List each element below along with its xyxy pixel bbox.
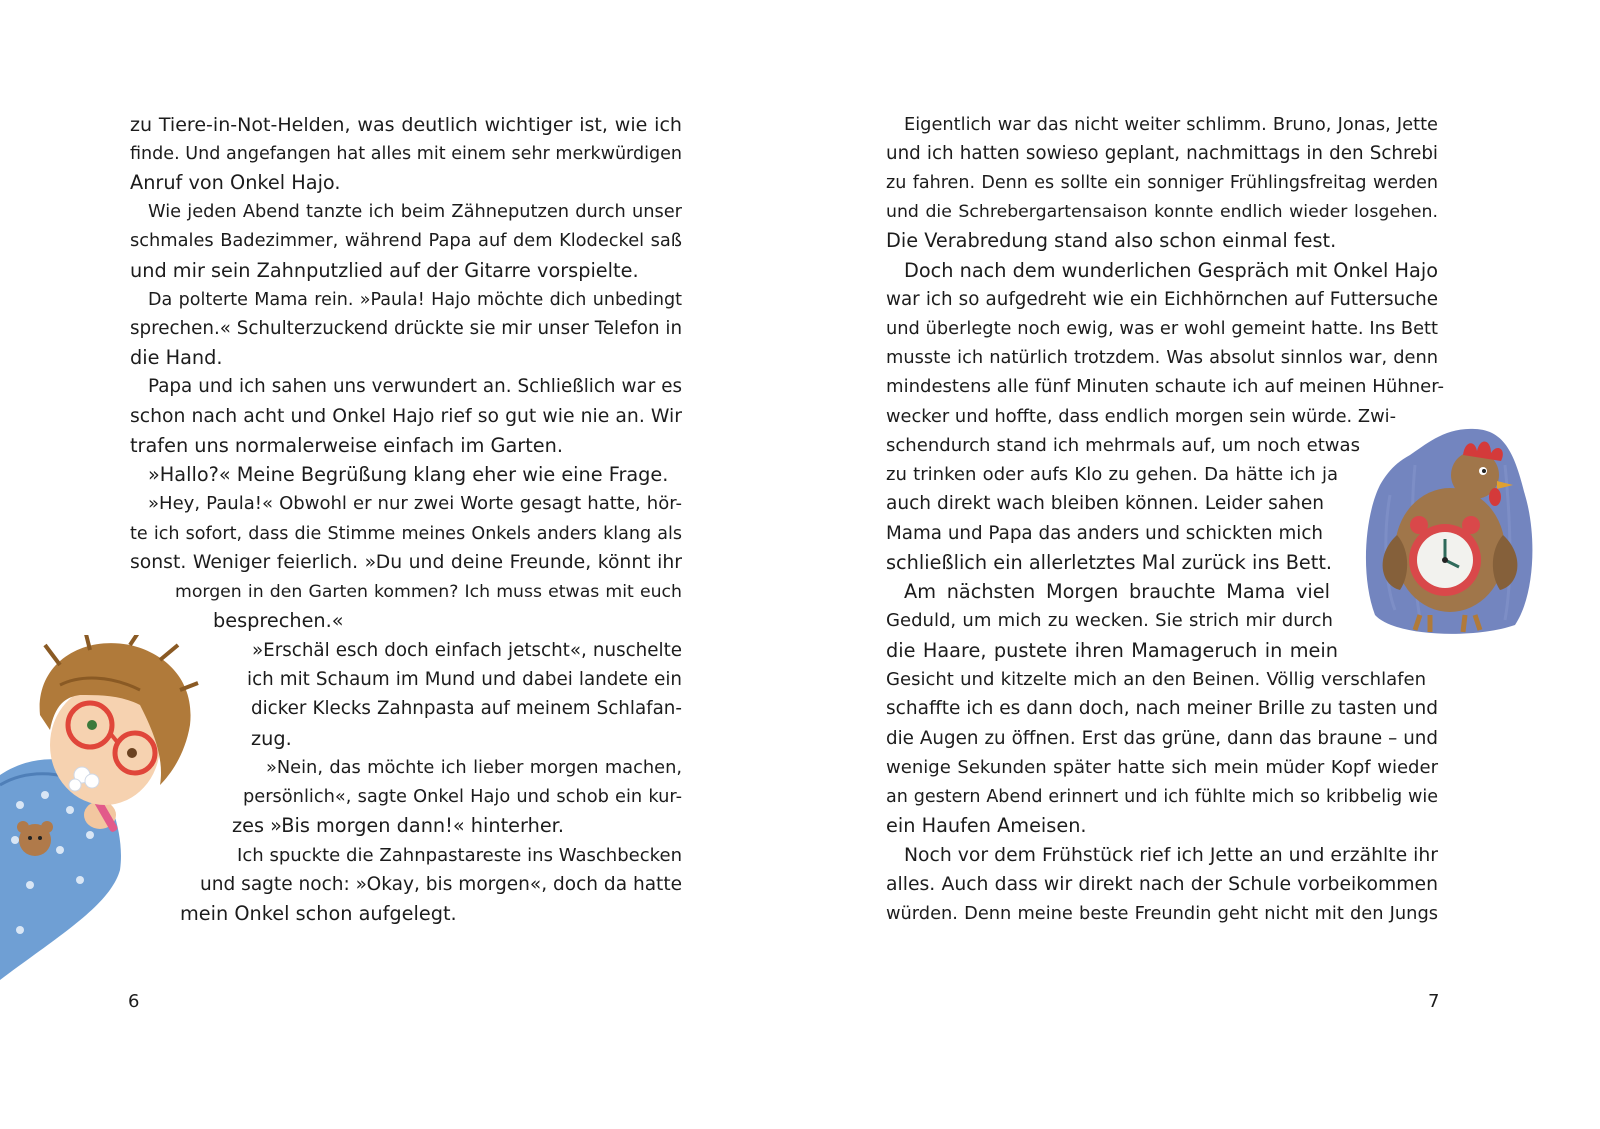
text-line: die Haare, pustete ihren Mamageruch in mein — [886, 639, 1338, 662]
text-line: Noch vor dem Frühstück rief ich Jette an und erzählte ihr — [904, 845, 1438, 866]
text-line: Doch nach dem wunderlichen Gespräch mit Onkel Hajo — [904, 259, 1438, 282]
text-line: »Erschäl esch doch einfach jetscht«, nuschelte — [252, 640, 682, 661]
text-line: »Hey, Paula!« Obwohl er nur zwei Worte gesagt hatte, hör- — [148, 493, 682, 514]
text-line: musste ich natürlich trotzdem. Was absolut sinnlos war, denn — [886, 347, 1438, 368]
girl-brushing-teeth-illustration — [0, 635, 200, 980]
text-line: Die Verabredung stand also schon einmal fest. — [886, 229, 1337, 252]
page-number: 7 — [1428, 991, 1440, 1012]
text-line: schließlich ein allerletztes Mal zurück ins Bett. — [886, 551, 1333, 574]
text-line: und mir sein Zahnputzlied auf der Gitarre vorspielte. — [130, 259, 639, 282]
text-line: zu trinken oder aufs Klo zu gehen. Da hätte ich ja — [886, 464, 1338, 485]
text-line: dicker Klecks Zahnpasta auf meinem Schlafan- — [251, 698, 682, 719]
text-line: zu Tiere-in-Not-Helden, was deutlich wichtiger ist, wie ich — [130, 114, 682, 136]
text-line: und die Schrebergartensaison konnte endlich wieder losgehen. — [886, 202, 1438, 222]
text-line: finde. Und angefangen hat alles mit einem sehr merkwürdigen — [130, 144, 682, 164]
text-line: Ich spuckte die Zahnpastareste ins Waschbecken — [237, 845, 682, 866]
text-line: schmales Badezimmer, während Papa auf dem Klodeckel saß — [130, 230, 682, 251]
text-line: mein Onkel schon aufgelegt. — [180, 902, 457, 925]
text-line: mindestens alle fünf Minuten schaute ich auf meinen Hühner- — [886, 376, 1444, 397]
text-line: trafen uns normalerweise einfach im Garten. — [130, 434, 564, 457]
text-line: ein Haufen Ameisen. — [886, 814, 1087, 837]
text-line: auch direkt wach bleiben können. Leider sahen — [886, 493, 1324, 514]
text-line: war ich so aufgedreht wie ein Eichhörnchen auf Futtersuche — [886, 289, 1438, 310]
hen-alarm-clock-illustration — [1355, 425, 1540, 640]
text-line: Geduld, um mich zu wecken. Sie strich mir durch — [886, 610, 1333, 631]
text-line: Eigentlich war das nicht weiter schlimm. Bruno, Jonas, Jette — [904, 114, 1438, 135]
text-line: Wie jeden Abend tanzte ich beim Zähneputzen durch unser — [148, 201, 682, 222]
text-line: Anruf von Onkel Hajo. — [130, 171, 341, 194]
text-line: zug. — [251, 727, 292, 750]
text-line: persönlich«, sagte Onkel Hajo und schob ein kur- — [243, 786, 682, 807]
text-line: »Nein, das möchte ich lieber morgen machen, — [266, 757, 682, 778]
text-line: und überlegte noch ewig, was er wohl gemeint hatte. Ins Bett — [886, 318, 1438, 339]
text-line: Mama und Papa das anders und schickten mich — [886, 523, 1323, 544]
text-line: schaffte ich es dann doch, nach meiner Brille zu tasten und — [886, 698, 1438, 719]
text-line: schon nach acht und Onkel Hajo rief so gut wie nie an. Wir — [130, 406, 682, 427]
text-line: und ich hatten sowieso geplant, nachmittags in den Schrebi — [886, 143, 1438, 164]
text-line: »Hallo?« Meine Begrüßung klang eher wie eine Frage. — [148, 463, 669, 486]
text-line: schendurch stand ich mehrmals auf, um noch etwas — [886, 435, 1360, 456]
text-line: wecker und hoffte, dass endlich morgen sein würde. Zwi- — [886, 406, 1396, 427]
text-line: Gesicht und kitzelte mich an den Beinen. Völlig verschlafen — [886, 669, 1426, 690]
text-line: morgen in den Garten kommen? Ich muss etwas mit euch — [175, 582, 682, 602]
text-line: zes »Bis morgen dann!« hinterher. — [232, 814, 564, 837]
text-line: besprechen.« — [213, 609, 344, 632]
text-line: zu fahren. Denn es sollte ein sonniger Frühlingsfreitag werden — [886, 173, 1438, 193]
text-line: wenige Sekunden später hatte sich mein müder Kopf wieder — [886, 757, 1438, 778]
text-line: Papa und ich sahen uns verwundert an. Schließlich war es — [148, 376, 682, 397]
text-line: ich mit Schaum im Mund und dabei landete ein — [247, 669, 682, 690]
text-line: te ich sofort, dass die Stimme meines Onkels anders klang als — [130, 524, 682, 544]
text-line: Da polterte Mama rein. »Paula! Hajo möchte dich unbedingt — [148, 290, 682, 310]
text-line: würden. Denn meine beste Freundin geht nicht mit den Jungs — [886, 903, 1438, 924]
text-line: sprechen.« Schulterzuckend drückte sie mir unser Telefon in — [130, 318, 683, 339]
right-page — [800, 0, 1600, 1129]
text-line: an gestern Abend erinnert und ich fühlte mich so kribbelig wie — [886, 787, 1438, 807]
text-line: die Augen zu öffnen. Erst das grüne, dann das braune – und — [886, 728, 1438, 749]
text-line: und sagte noch: »Okay, bis morgen«, doch da hatte — [200, 874, 682, 895]
page-number: 6 — [128, 991, 140, 1012]
text-line: die Hand. — [130, 346, 223, 369]
text-line: Am nächsten Morgen brauchte Mama viel — [904, 580, 1330, 603]
text-line: alles. Auch dass wir direkt nach der Schule vorbeikommen — [886, 874, 1438, 895]
text-line: sonst. Weniger feierlich. »Du und deine Freunde, könnt ihr — [130, 552, 682, 573]
